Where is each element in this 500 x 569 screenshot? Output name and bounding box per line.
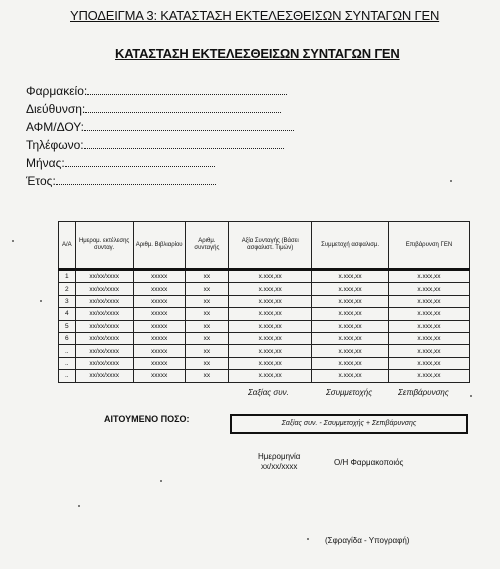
cell-book: xxxxx [133, 332, 185, 344]
cell-contribution: x.xxx,xx [312, 320, 389, 332]
document-heading-primary: ΥΠΟΔΕΙΓΜΑ 3: ΚΑΤΑΣΤΑΣΗ ΕΚΤΕΛΕΣΘΕΙΣΩΝ ΣΥΝΤΑΓΩΝ ΓΕΝ [70, 8, 440, 23]
table-row [59, 345, 470, 357]
cell-book: xxxxx [133, 295, 185, 307]
cell-prescription: xx [185, 357, 229, 369]
cell-contribution: x.xxx,xx [312, 295, 389, 307]
cell-prescription: xx [185, 308, 229, 320]
field-line [65, 156, 215, 167]
field-year [26, 174, 216, 188]
table-header-row [59, 222, 470, 270]
cell-contribution: x.xxx,xx [312, 270, 389, 283]
cell-date: xx/xx/xxxx [75, 357, 133, 369]
cell-date: xx/xx/xxxx [75, 345, 133, 357]
field-label: Τηλέφωνο: [26, 138, 84, 152]
field-label: Μήνας: [26, 156, 65, 170]
cell-book: xxxxx [133, 345, 185, 357]
field-month [26, 156, 215, 170]
cell-charge: x.xxx,xx [388, 320, 469, 332]
field-line [56, 174, 216, 185]
sum-charge-label: Σεπιβάρυνσης [398, 388, 449, 397]
table-row [59, 308, 470, 320]
cell-contribution: x.xxx,xx [312, 332, 389, 344]
header-aa: Α/Α [59, 222, 76, 270]
cell-value: x.xxx,xx [229, 320, 312, 332]
cell-aa: 3 [59, 295, 76, 307]
cell-date: xx/xx/xxxx [75, 370, 133, 382]
date-value: xx/xx/xxxx [260, 462, 298, 471]
scan-speck [12, 240, 14, 242]
prescriptions-table [58, 221, 470, 383]
scan-speck [78, 505, 80, 507]
cell-date: xx/xx/xxxx [75, 270, 133, 283]
sum-value-label: Σαξίας συν. [248, 388, 289, 397]
field-label: ΑΦΜ/ΔΟΥ: [26, 120, 84, 134]
cell-aa: .. [59, 357, 76, 369]
table-row [59, 357, 470, 369]
field-phone [26, 138, 284, 152]
field-line [87, 84, 287, 95]
cell-contribution: x.xxx,xx [312, 308, 389, 320]
cell-aa: .. [59, 370, 76, 382]
cell-value: x.xxx,xx [229, 283, 312, 295]
cell-book: xxxxx [133, 370, 185, 382]
document-heading-secondary: ΚΑΤΑΣΤΑΣΗ ΕΚΤΕΛΕΣΘΕΙΣΩΝ ΣΥΝΤΑΓΩΝ ΓΕΝ [115, 46, 400, 61]
cell-aa: 4 [59, 308, 76, 320]
cell-prescription: xx [185, 283, 229, 295]
cell-charge: x.xxx,xx [388, 345, 469, 357]
cell-contribution: x.xxx,xx [312, 357, 389, 369]
scan-speck [450, 180, 452, 182]
field-line [84, 120, 294, 131]
cell-value: x.xxx,xx [229, 370, 312, 382]
cell-date: xx/xx/xxxx [75, 295, 133, 307]
cell-book: xxxxx [133, 283, 185, 295]
cell-book: xxxxx [133, 320, 185, 332]
header-book: Αριθμ. Βιβλιαρίου [133, 222, 185, 270]
cell-charge: x.xxx,xx [388, 357, 469, 369]
scan-speck [40, 300, 42, 302]
cell-value: x.xxx,xx [229, 295, 312, 307]
header-value: Αξία Συνταγής (Βάσει ασφαλιστ. Τιμών) [229, 222, 312, 270]
cell-charge: x.xxx,xx [388, 295, 469, 307]
header-charge: Επιβάρυνση ΓΕΝ [388, 222, 469, 270]
cell-book: xxxxx [133, 357, 185, 369]
cell-date: xx/xx/xxxx [75, 332, 133, 344]
header-contribution: Συμμετοχή ασφαλισμ. [312, 222, 389, 270]
pharmacist-label: Ο/Η Φαρμακοποιός [334, 458, 404, 467]
table-row [59, 295, 470, 307]
cell-charge: x.xxx,xx [388, 308, 469, 320]
cell-prescription: xx [185, 320, 229, 332]
scan-speck [307, 538, 309, 540]
cell-aa: 1 [59, 270, 76, 283]
requested-amount-label: ΑΙΤΟΥΜΕΝΟ ΠΟΣΟ: [104, 414, 190, 424]
scan-speck [470, 395, 472, 397]
cell-value: x.xxx,xx [229, 270, 312, 283]
cell-prescription: xx [185, 370, 229, 382]
cell-charge: x.xxx,xx [388, 332, 469, 344]
field-vat [26, 120, 294, 134]
requested-amount-formula: Σαξίας συν. - Σσυμμετοχής + Σεπιβάρυνσης [230, 414, 468, 434]
stamp-signature-label: (Σφραγίδα - Υπογραφή) [325, 536, 410, 545]
cell-charge: x.xxx,xx [388, 270, 469, 283]
cell-value: x.xxx,xx [229, 345, 312, 357]
table-row [59, 332, 470, 344]
cell-aa: 6 [59, 332, 76, 344]
cell-charge: x.xxx,xx [388, 283, 469, 295]
table-row [59, 270, 470, 283]
header-date: Ημερομ. εκτέλεσης συνταγ. [75, 222, 133, 270]
footer-date [258, 452, 300, 472]
cell-charge: x.xxx,xx [388, 370, 469, 382]
cell-contribution: x.xxx,xx [312, 370, 389, 382]
cell-prescription: xx [185, 295, 229, 307]
cell-aa: 2 [59, 283, 76, 295]
cell-contribution: x.xxx,xx [312, 283, 389, 295]
table-row [59, 370, 470, 382]
cell-aa: 5 [59, 320, 76, 332]
field-label: Φαρμακείο: [26, 84, 88, 98]
table-row [59, 283, 470, 295]
cell-book: xxxxx [133, 308, 185, 320]
cell-date: xx/xx/xxxx [75, 308, 133, 320]
cell-value: x.xxx,xx [229, 332, 312, 344]
date-label: Ημερομηνία [258, 452, 301, 461]
cell-date: xx/xx/xxxx [75, 320, 133, 332]
field-line [84, 138, 284, 149]
cell-contribution: x.xxx,xx [312, 345, 389, 357]
header-prescription: Αριθμ. συνταγής [185, 222, 229, 270]
field-label: Έτος: [26, 174, 56, 188]
cell-prescription: xx [185, 345, 229, 357]
cell-value: x.xxx,xx [229, 308, 312, 320]
cell-aa: .. [59, 345, 76, 357]
field-pharmacy [26, 84, 287, 98]
cell-prescription: xx [185, 270, 229, 283]
table-row [59, 320, 470, 332]
cell-prescription: xx [185, 332, 229, 344]
field-label: Διεύθυνση: [26, 102, 86, 116]
cell-value: x.xxx,xx [229, 357, 312, 369]
field-line [85, 102, 281, 113]
sum-contribution-label: Σσυμμετοχής [326, 388, 373, 397]
cell-date: xx/xx/xxxx [75, 283, 133, 295]
cell-book: xxxxx [133, 270, 185, 283]
scan-speck [160, 480, 162, 482]
field-address [26, 102, 281, 116]
